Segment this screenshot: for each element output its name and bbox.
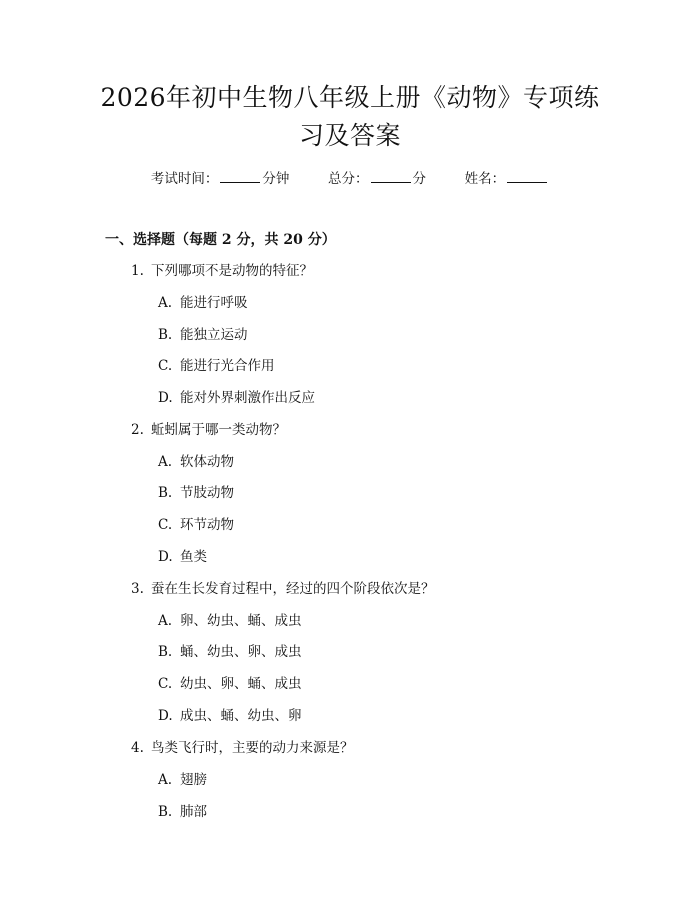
option-letter: C. (158, 358, 173, 374)
question-number: 4. (131, 740, 144, 756)
total-score-label: 总分： (328, 171, 369, 187)
question-text: 鸟类飞行时，主要的动力来源是？ (151, 740, 354, 756)
total-score-blank (371, 168, 411, 183)
option (158, 611, 302, 631)
option (158, 770, 207, 790)
option (158, 802, 207, 822)
option-text: 节肢动物 (180, 485, 234, 501)
question-text: 蚕在生长发育过程中，经过的四个阶段依次是？ (151, 581, 435, 597)
option-text: 蛹、幼虫、卵、成虫 (180, 644, 302, 660)
option-text: 翅膀 (180, 772, 207, 788)
question (131, 261, 313, 281)
option-letter: A. (158, 772, 173, 788)
section-title: 一、选择题（每题 2 分，共 20 分） (105, 232, 336, 248)
option (158, 452, 234, 472)
option (158, 642, 302, 662)
option-letter: B. (158, 644, 173, 660)
total-score-unit: 分 (412, 171, 426, 187)
option-text: 软体动物 (180, 454, 234, 470)
option-text: 卵、幼虫、蛹、成虫 (180, 613, 302, 629)
option (158, 674, 302, 694)
option-text: 能进行呼吸 (180, 295, 248, 311)
page-title-continued: 习及答案 (298, 121, 401, 150)
option (158, 483, 234, 503)
option-letter: D. (158, 708, 173, 724)
question-number: 2. (131, 422, 144, 438)
question (131, 420, 286, 440)
exam-time-blank (220, 168, 260, 183)
name-blank (507, 168, 547, 183)
question-text: 下列哪项不是动物的特征？ (151, 263, 313, 279)
option (158, 547, 207, 567)
page-title: 2026年初中生物八年级上册《动物》专项练 (100, 83, 600, 112)
exam-time-unit: 分钟 (262, 171, 290, 187)
option-text: 能对外界刺激作出反应 (180, 390, 315, 406)
option-letter: A. (158, 454, 173, 470)
option-letter: C. (158, 517, 173, 533)
option-text: 成虫、蛹、幼虫、卵 (180, 708, 302, 724)
option-letter: D. (158, 549, 173, 565)
option-text: 环节动物 (180, 517, 234, 533)
question-number: 1. (131, 263, 144, 279)
option-letter: B. (158, 804, 173, 820)
option (158, 388, 315, 408)
option-text: 肺部 (180, 804, 207, 820)
question (131, 579, 435, 599)
question (131, 738, 354, 758)
name-label: 姓名： (464, 171, 506, 187)
option-text: 鱼类 (180, 549, 207, 565)
exam-info-line (0, 168, 700, 189)
option (158, 293, 248, 313)
option-letter: D. (158, 390, 173, 406)
question-text: 蚯蚓属于哪一类动物？ (151, 422, 286, 438)
option-text: 能独立运动 (180, 327, 248, 343)
option (158, 325, 248, 345)
option-text: 幼虫、卵、蛹、成虫 (180, 676, 302, 692)
option-text: 能进行光合作用 (180, 358, 275, 374)
option-letter: B. (158, 485, 173, 501)
option (158, 356, 275, 376)
option (158, 706, 302, 726)
option-letter: C. (158, 676, 173, 692)
exam-time-label: 考试时间： (150, 171, 219, 187)
question-number: 3. (131, 581, 144, 597)
option-letter: A. (158, 295, 173, 311)
option-letter: B. (158, 327, 173, 343)
option-letter: A. (158, 613, 173, 629)
option (158, 515, 234, 535)
